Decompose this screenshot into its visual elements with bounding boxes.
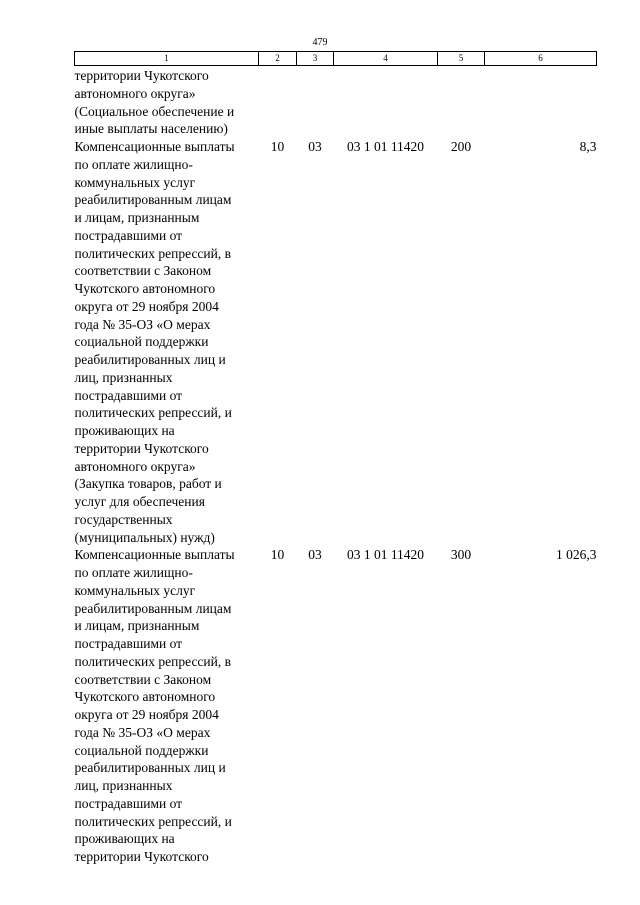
budget-table: [74, 51, 597, 866]
column-header-5: 5: [438, 52, 485, 66]
row-section-code: 10: [270, 139, 285, 154]
column-header-6: 6: [485, 52, 597, 66]
row-section-code: 10: [270, 547, 285, 563]
row-description: Компенсационные выплаты по оплате жилищно- коммунальных услуг реабилитированным лицам и лицам, признанным пострадавшими от политических репрессий, в соответствии с Законом Чукотского автономного округа от 29 ноября 2004 года № 35-ОЗ «О мерах социальной поддержки реабилитированных лиц и лиц, признанных пострадавшими от политических репрессий, и проживающих на территории Чукотского: [74, 547, 235, 864]
table-row: [75, 138, 597, 546]
row-target-article: 03 1 01 11420: [346, 547, 425, 563]
row-amount: 1 026,3: [556, 547, 597, 563]
row-subsection-code: 03: [308, 547, 322, 563]
row-amount: [485, 66, 597, 139]
table-header: [75, 52, 597, 66]
column-header-1: 1: [75, 52, 259, 66]
column-header-4: 4: [334, 52, 438, 66]
column-header-3: 3: [297, 52, 334, 66]
row-description: Компенсационные выплаты по оплате жилищно- коммунальных услуг реабилитированным лицам и лицам, признанным пострадавшими от политических репрессий, в соответствии с Законом Чукотского автономного округа от 29 ноября 2004 года № 35-ОЗ «О мерах социальной поддержки реабилитированных лиц и лиц, признанных пострадавшими от политических репрессий, и проживающих на территории Чукотского автономного округа» (Закупка товаров, работ и услуг для обеспечения государственных (муниципальных) нужд): [74, 139, 235, 545]
row-target-article: [334, 66, 438, 139]
row-expense-type: 300: [450, 547, 472, 563]
page-number: 479: [312, 37, 328, 48]
column-number-row: [75, 52, 597, 66]
table-row: [75, 66, 597, 139]
row-amount: 8,3: [579, 139, 597, 154]
table-row: [75, 546, 597, 866]
column-header-2: 2: [259, 52, 297, 66]
row-expense-type: [438, 66, 485, 139]
row-section-code: [259, 66, 297, 139]
table-body: [75, 66, 597, 866]
row-target-article: 03 1 01 11420: [346, 139, 425, 154]
row-expense-type: 200: [450, 139, 472, 154]
row-description: территории Чукотского автономного округа» (Социальное обеспечение и иные выплаты населению): [74, 68, 235, 137]
row-subsection-code: [297, 66, 334, 139]
row-subsection-code: 03: [308, 139, 322, 154]
